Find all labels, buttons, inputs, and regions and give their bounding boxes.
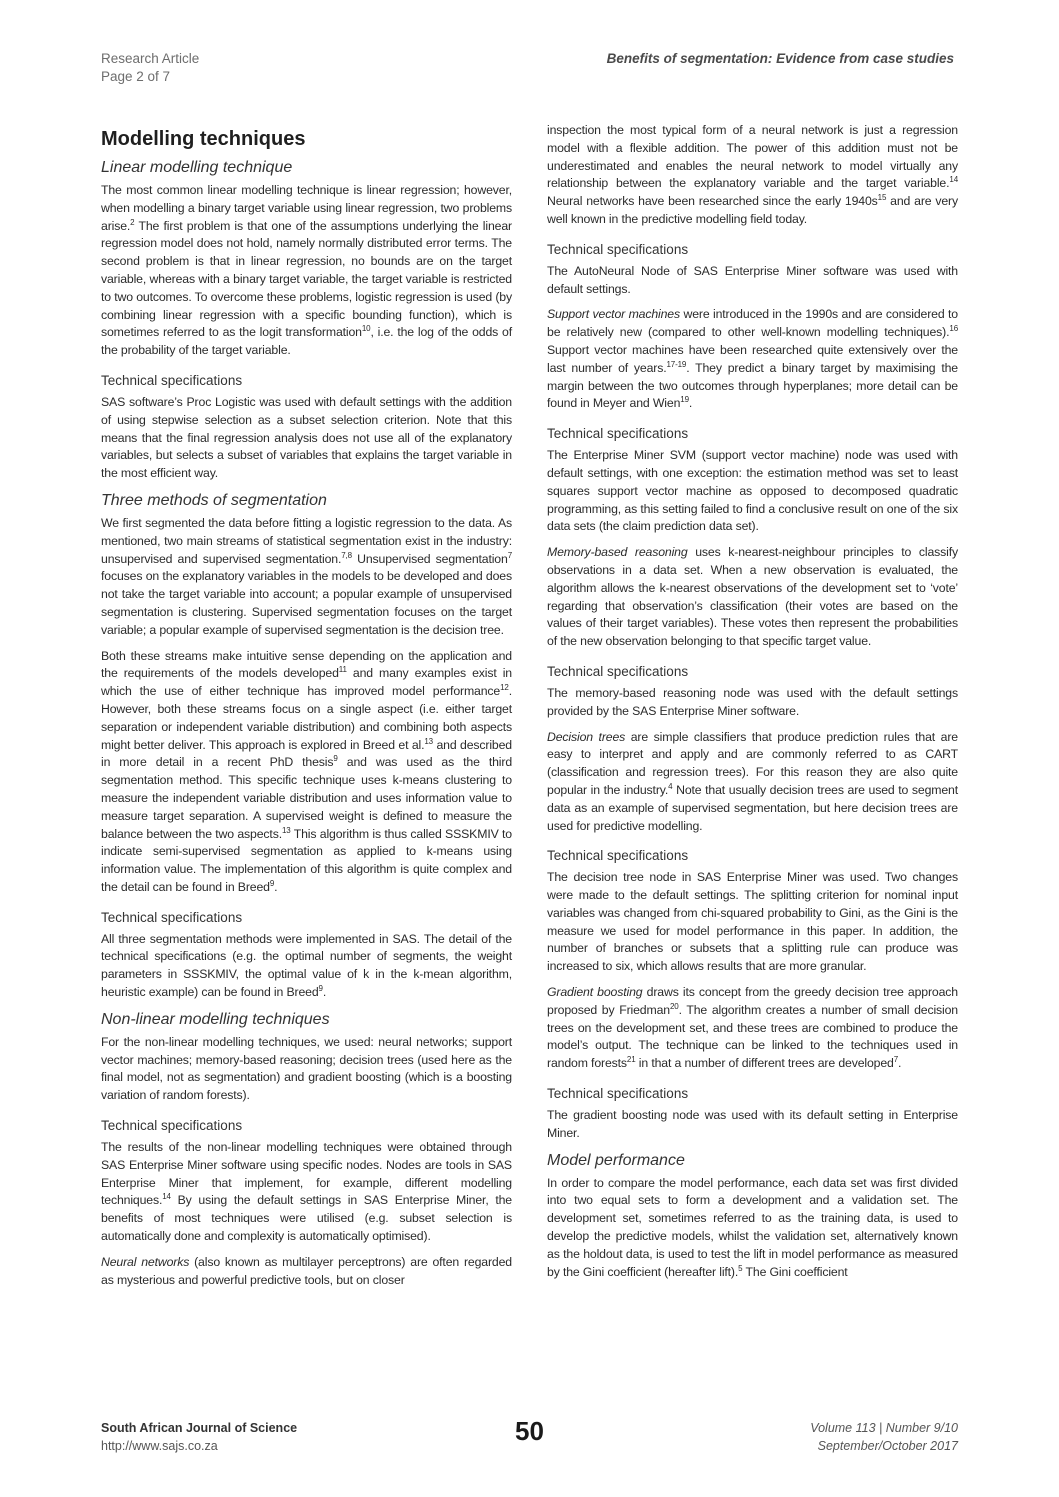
paragraph-tech-nonlinear: The results of the non-linear modelling techniques were obtained through SAS Enterprise Miner software using specific nodes. Nodes are tools in SAS Enterprise Miner that implement, for example, different modelling techniques.$^{14}$ By using the default settings in SAS Enterprise Miner, the benefits of most techniques were utilised (e.g. subset selection is automatically done and complexity is automatically optimised). bbox=[101, 1140, 512, 1244]
paragraph-neural-networks-cont: inspection the most typical form of a neural network is just a regression model with a flexible addition. The power of this addition must not be underestimated and enables the neural network to model virtually any relationship between the explanatory variable and the target variable.$^{14}$ Neural networks have been researched since the early $1940s^{15}$ and are very well known in the predictive modelling field today. bbox=[547, 123, 958, 226]
article-type: Research Article bbox=[101, 51, 200, 66]
paragraph-svm: Support vector machines were introduced in the 1990s and are considered to be relatively new (compared to other well-known modelling techniques).$^{16}$ Support vector machines have been researched quite extensively over the last number of years.$^{17-19}$. They predict a binary target by maximising the margin between the two outcomes through hyperplanes; more detail can be found in Meyer and Wien$^{19}$. bbox=[547, 307, 958, 411]
tech-spec-heading: Technical specifications bbox=[547, 663, 689, 679]
subheading-segmentation: Three methods of segmentation bbox=[101, 491, 327, 509]
journal-url[interactable]: http://www.sajs.co.za bbox=[101, 1439, 218, 1453]
issue-date: September/October 2017 bbox=[817, 1439, 958, 1453]
section-heading-modelling: Modelling techniques bbox=[101, 128, 306, 150]
tech-spec-heading: Technical specifications bbox=[547, 848, 689, 864]
paragraph-model-performance: In order to compare the model performance, each data set was first divided into two equal sets to form a development and a validation set. The development set, sometimes referred to as the training data, is used to develop the predictive models, whilst the validation set, alternatively known as the holdout data, is used to test the lift in model performance as measured by the Gini coefficient (hereafter lift).$^5$ The Gini coefficient bbox=[547, 1175, 958, 1279]
tech-spec-heading: Technical specifications bbox=[547, 241, 689, 257]
paragraph-nonlinear: For the non-linear modelling techniques, we used: neural networks; support vector machines; memory-based reasoning; decision trees (used here as the final model, not as segmentation) and gradient boosting (which is a boosting variation of random forests). bbox=[101, 1034, 512, 1103]
tech-spec-heading: Technical specifications bbox=[101, 1118, 243, 1134]
paragraph-tech-segmentation: All three segmentation methods were implemented in SAS. The detail of the technical specifications (e.g. the optimal number of segments, the weight parameters in SSSKMIV, the optimal value of k in the k-mean algorithm, heuristic example) can be found in Breed$^9$. bbox=[101, 931, 512, 1000]
paragraph-tech-gradient-boosting: The gradient boosting node was used with its default setting in Enterprise Miner. bbox=[547, 1108, 958, 1140]
tech-spec-heading: Technical specifications bbox=[547, 426, 689, 442]
running-title: Benefits of segmentation: Evidence from case studies bbox=[606, 51, 954, 66]
paragraph-tech-autoneural: The AutoNeural Node of SAS Enterprise Miner software was used with default settings. bbox=[547, 263, 958, 296]
paragraph-mbr: Memory-based reasoning uses k-nearest-neighbour principles to classify observations in a data set. When a new observation is evaluated, the algorithm allows the k-nearest observations of the development set to ‘vote’ regarding that observation’s classification (their votes are based on the values of their target variables). These votes then represent the probabilities of the new observation belonging to that specific target value. bbox=[547, 545, 958, 649]
journal-name: South African Journal of Science bbox=[101, 1421, 298, 1435]
tech-spec-heading: Technical specifications bbox=[547, 1086, 689, 1102]
subheading-model-performance: Model performance bbox=[547, 1151, 685, 1169]
paragraph-gradient-boosting: Gradient boosting draws its concept from the greedy decision tree approach proposed by Friedman$^{20}$. The algorithm creates a number of small decision trees on the development set, and these trees are combined to produce the model’s output. The technique can be linked to the techniques used in random forests$^{21}$ in that a number of different trees are developed$^7$. bbox=[547, 985, 958, 1071]
footer-right bbox=[810, 1419, 958, 1455]
paragraph-segmentation-1: We first segmented the data before fitting a logistic regression to the data. As mentioned, two main streams of statistical segmentation exist in the industry: unsupervised and supervised segmentation.$^{7,8}$ Unsupervised segmentation$^7$ focuses on the explanatory variables in the models to be developed and does not take the target variable into account; a popular example of unsupervised segmentation is clustering. Supervised segmentation focuses on the target variable; a popular example of supervised segmentation is the decision tree. bbox=[101, 515, 512, 637]
paragraph-segmentation-2: Both these streams make intuitive sense depending on the application and the requirements of the models developed$^{11}$ and many examples exist in which the use of either technique has improved model performance$^{12}$. However, both these streams focus on a single aspect (i.e. either target separation or independent variable distribution) and combining both aspects might better deliver. This approach is explored in Breed et al.$^{13}$ and described in more detail in a recent PhD thesis$^9$ and was used as the third segmentation method. This specific technique uses k-means clustering to measure the independent variable distribution and uses information value to measure target separation. A supervised weight is defined to measure the balance between the two aspects.$^{13}$ This algorithm is thus called SSSKMIV to indicate semi-supervised segmentation as applied to k-means using information value. The implementation of this algorithm is quite complex and the detail can be found in Breed$^9$. bbox=[101, 648, 513, 894]
tech-spec-heading: Technical specifications bbox=[101, 372, 243, 388]
left-column bbox=[101, 122, 512, 1297]
paragraph-tech-decision-tree: The decision tree node in SAS Enterprise Miner was used. Two changes were made to the default settings. The splitting criterion for nominal input variables was changed from chi-squared probability to Gini, as the Gini is the measure we used for model performance in this paper. In addition, the number of branches or subsets that a splitting rule can produce was increased to six, which allows results that are more granular. bbox=[547, 870, 958, 974]
paragraph-tech-svm: The Enterprise Miner SVM (support vector machine) node was used with default settings, with one exception: the estimation method was set to least squares support vector machine as opposed to decomposed quadratic programming, as this setting failed to find a conclusive result on one of the six data sets (the claim prediction data set). bbox=[547, 448, 958, 534]
subheading-nonlinear: Non-linear modelling techniques bbox=[101, 1010, 330, 1028]
page-number: 50 bbox=[515, 1416, 544, 1446]
paragraph-linear: The most common linear modelling technique is linear regression; however, when modelling a binary target variable using linear regression, two problems arise.$^2$ The first problem is that one of the assumptions underlying the linear regression model does not hold, namely normally distributed error terms. The second problem is that in linear regression, no bounds are on the target variable, whereas with a binary target variable, the target variable is restricted to two outcomes. To overcome these problems, logistic regression is used (by combining linear regression with a specific bounding function), which is sometimes referred to as the logit transformation$^{10}$, i.e. the log of the odds of the probability of the target variable. bbox=[101, 183, 512, 358]
subheading-linear: Linear modelling technique bbox=[101, 159, 293, 176]
header-left bbox=[101, 50, 199, 86]
paragraph-neural-networks: Neural networks (also known as multilayer perceptrons) are often regarded as mysterious and powerful predictive tools, but on closer bbox=[101, 1254, 512, 1287]
paragraph-tech-mbr: The memory-based reasoning node was used with the default settings provided by the SAS Enterprise Miner software. bbox=[547, 685, 958, 718]
paragraph-decision-trees: Decision trees are simple classifiers that produce prediction rules that are easy to interpret and apply and are commonly referred to as CART (classification and regression trees). For this reason they are also quite popular in the industry.$^4$ Note that usually decision trees are used to segment data as an example of supervised segmentation, but here decision trees are used for predictive modelling. bbox=[547, 729, 958, 833]
volume-info: Volume 113 | Number 9/10 bbox=[810, 1421, 958, 1435]
tech-spec-heading: Technical specifications bbox=[101, 909, 243, 925]
paragraph-tech-logistic: SAS software’s Proc Logistic was used with default settings with the addition of using stepwise selection as a subset selection criterion. Note that this means that the final regression analysis does not use all of the explanatory variables, but selects a subset of variables that explains the target variable in the most efficient way. bbox=[101, 394, 512, 481]
right-column bbox=[547, 122, 958, 1289]
page-indicator: Page 2 of 7 bbox=[101, 69, 171, 84]
